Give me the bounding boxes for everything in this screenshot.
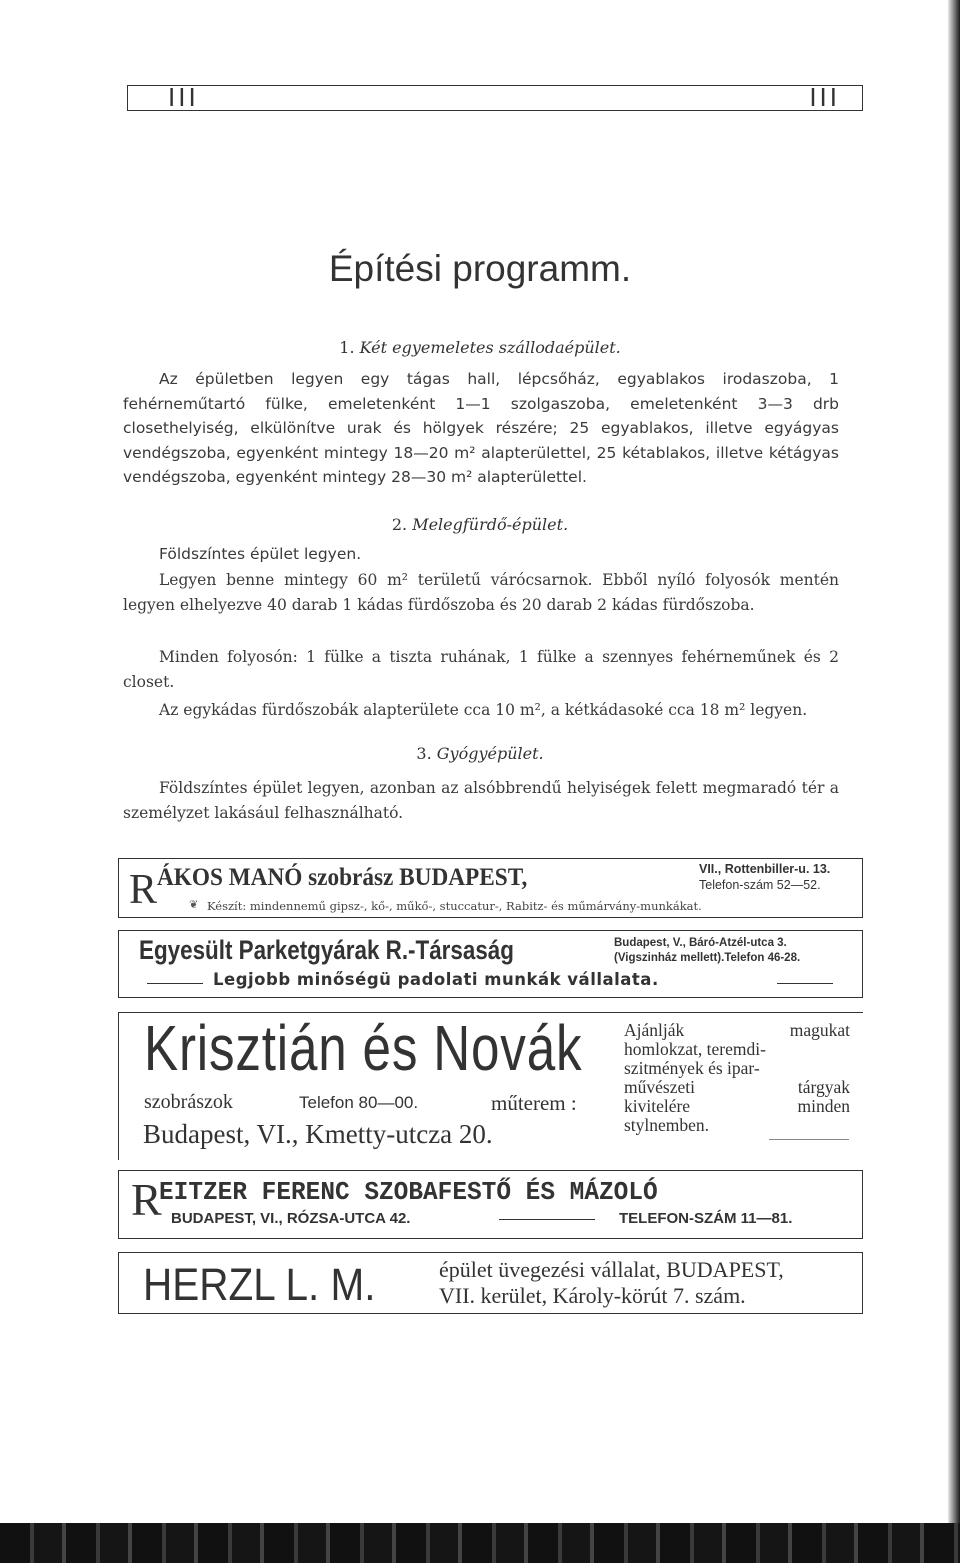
ad-krisztian-side-line: homlokzat, teremdi-	[624, 1039, 766, 1059]
ad-krisztian-name: Krisztián és Novák	[144, 1012, 583, 1084]
ad-krisztian-address: Budapest, VI., Kmetty-utcza 20.	[143, 1119, 493, 1149]
ad-krisztian-novak	[118, 1012, 863, 1160]
ad-parketta-address: Budapest, V., Báró-Atzél-utca 3.	[614, 937, 787, 949]
ad-herzl-name: HERZL L. M.	[143, 1259, 376, 1310]
ad-krisztian-side-line: művészeti tárgyak	[624, 1077, 850, 1097]
section2-heading-num: 2.	[391, 515, 408, 534]
section2-p3: Az egykádas fürdőszobák alapterülete cca 10 m², a kétkádasoké cca 18 m² legyen.	[159, 701, 808, 719]
ad-parketta-rule-right	[777, 983, 833, 984]
scan-bottom-edge	[0, 1523, 960, 1563]
ad-krisztian-side-text	[624, 1021, 850, 1135]
ad-herzl-line1: épület üvegezési vállalat, BUDAPEST,	[439, 1257, 784, 1282]
ad-parketta-rule-left	[147, 983, 203, 984]
ad-krisztian-studio-label: műterem :	[491, 1091, 577, 1115]
section2-line1: Földszíntes épület legyen.	[159, 545, 362, 563]
ad-parketgyarak	[118, 930, 863, 998]
ad-parketta-address2: (Vigszinház mellett).Telefon 46-28.	[614, 952, 801, 964]
ad-krisztian-side-line: Ajánlják magukat	[624, 1020, 850, 1040]
ad-krisztian-side-line: szitmények és ipar-	[624, 1058, 760, 1078]
ad-rakos-phone: Telefon-szám 52—52.	[699, 878, 821, 892]
section2-heading-text: Melegfürdő-épület.	[412, 515, 569, 534]
ad-rakos-address: VII., Rottenbiller-u. 13.	[699, 862, 831, 876]
ad-reitzer-initial: R	[131, 1174, 162, 1225]
ad-krisztian-end-rule	[769, 1139, 849, 1140]
ad-parketta-tagline: Legjobb minőségü padolati munkák vállalata.	[213, 970, 659, 989]
section2-p2: Minden folyosón: 1 fülke a tiszta ruhának, 1 fülke a szennyes fehérneműnek és 2 closet.	[123, 648, 839, 691]
ad-krisztian-side-line: stylnemben.	[624, 1115, 710, 1135]
section3-body: Földszíntes épület legyen, azonban az alsóbbrendű helyiségek felett megmaradó tér a személyzet lakásául felhasználható.	[123, 779, 839, 822]
page-edge-shadow	[948, 0, 960, 1563]
ad-reitzer-phone: TELEFON-SZÁM 11—81.	[619, 1210, 793, 1227]
header-frame	[127, 82, 863, 112]
section2-p1: Legyen benne mintegy 60 m² területű várócsarnok. Ebből nyíló folyosók mentén legyen elhelyezve 40 darab 1 kádas fürdőszoba és 20 darab 2 kádas fürdőszoba.	[123, 571, 839, 614]
ad-rakos-initial: R	[129, 867, 158, 913]
ad-krisztian-phone: Telefon 80—00.	[299, 1093, 419, 1112]
page-title: Építési programm.	[328, 248, 632, 289]
section1-heading-text: Két egyemeletes szállodaépület.	[359, 338, 621, 357]
ad-reitzer-address: BUDAPEST, VI., RÓZSA-UTCA 42.	[171, 1210, 411, 1227]
ad-rakos-name: ÁKOS MANÓ szobrász BUDAPEST,	[157, 864, 528, 891]
ad-rakos-mano	[118, 858, 863, 918]
ad-reitzer-ferenc	[118, 1170, 863, 1239]
section3-heading-text: Gyógyépület.	[436, 744, 544, 763]
ad-krisztian-profession: szobrászok	[144, 1091, 233, 1113]
ad-rakos-tagline: Készít: mindennemű gipsz-, kő-, műkő-, stuccatur-, Rabitz- és műmárvány-munkákat.	[207, 899, 702, 913]
ad-reitzer-rule	[499, 1219, 595, 1220]
ad-reitzer-name: EITZER FERENC SZOBAFESTŐ ÉS MÁZOLÓ	[159, 1177, 658, 1207]
section1-body: Az épületben legyen egy tágas hall, lépcsőház, egyablakos irodaszoba, 1 fehérneműtartó fülke, emeletenként 1—1 szolgaszoba, emeletenként 3—3 drb closethelyiség, elkülönítve urak és hölgyek részére; 25 egyablakos, illetve egyágyas vendégszoba, egyenként mintegy 18—20 m² alapterülettel, 25 kétablakos, illetve kétágyas vendégszoba, egyenként mintegy 28—30 m² alapterülettel.	[123, 370, 839, 486]
ad-herzl	[118, 1252, 863, 1314]
ornament-icon: ❦	[189, 898, 199, 911]
section1-heading	[0, 338, 960, 357]
ad-krisztian-side-line: kivitelére minden	[624, 1096, 850, 1116]
section3-heading	[0, 744, 960, 763]
section3-heading-num: 3.	[416, 744, 432, 763]
header-left-mark: III	[168, 82, 199, 112]
section1-heading-num: 1.	[339, 338, 355, 357]
ad-parketta-name: Egyesült Parketgyárak R.-Társaság	[139, 935, 514, 965]
header-right-mark: III	[809, 82, 840, 112]
ad-herzl-line2: VII. kerület, Károly-körút 7. szám.	[439, 1283, 746, 1308]
section2-heading	[0, 515, 960, 534]
